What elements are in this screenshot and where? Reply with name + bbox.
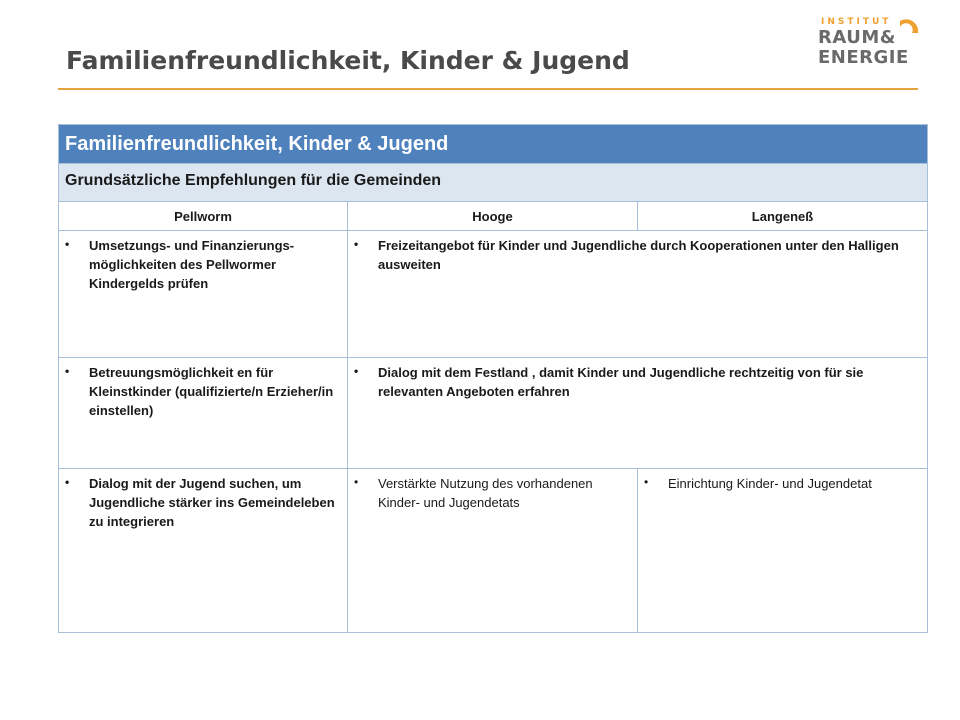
column-header-langeness: Langeneß [638,202,928,231]
item-text: Umsetzungs- und Finanzierungs- möglichkeiten des Pellwormer Kindergelds prüfen [89,238,295,292]
item-text: Dialog mit dem Festland , damit Kinder und Jugendliche rechtzeitig von für sie relevanten Angeboten erfahren [378,365,864,400]
recommendations-table [58,124,928,633]
table-row [59,231,928,358]
list-item [353,236,919,274]
list-item [64,236,339,294]
logo-line-2: ENERGIE [818,47,909,68]
institut-raum-energie-logo [818,15,928,71]
bullet-icon: • [354,237,359,251]
cell-pellworm [59,358,348,469]
item-text: Verstärkte Nutzung des vorhandenen Kinder- und Jugendetats [378,476,593,511]
table-row [59,358,928,469]
table-row [59,469,928,633]
column-header-hooge: Hooge [348,202,638,231]
list-item [64,363,339,421]
bullet-icon: • [354,475,359,489]
column-header-row [59,202,928,231]
cell-hooge-langeness [348,358,928,469]
title-divider [58,88,918,90]
table-subtitle-row [59,164,928,202]
column-header-pellworm: Pellworm [59,202,348,231]
table-title: Familienfreundlichkeit, Kinder & Jugend [59,125,928,164]
bullet-icon: • [65,475,70,489]
cell-hooge-langeness [348,231,928,358]
cell-pellworm [59,231,348,358]
cell-hooge [348,469,638,633]
cell-langeness [638,469,928,633]
cell-pellworm [59,469,348,633]
bullet-icon: • [65,237,70,251]
item-text: Einrichtung Kinder- und Jugendetat [668,476,872,491]
table-subtitle: Grundsätzliche Empfehlungen für die Gemeinden [59,164,928,202]
item-text: Betreuungsmöglichkeit en für Kleinstkinder (qualifizierte/n Erzieher/in einstellen) [89,365,334,419]
list-item [643,474,919,493]
list-item [353,474,629,512]
logo-arc-icon [896,17,922,47]
table-title-row [59,125,928,164]
slide-title: Familienfreundlichkeit, Kinder & Jugend [66,46,630,75]
item-text: Freizeitangebot für Kinder und Jugendliche durch Kooperationen unter den Halligen ausweiten [378,238,899,273]
list-item [64,474,339,532]
bullet-icon: • [354,364,359,378]
bullet-icon: • [644,475,649,489]
list-item [353,363,919,401]
logo-line-1: RAUM& [818,27,896,48]
bullet-icon: • [65,364,70,378]
item-text: Dialog mit der Jugend suchen, um Jugendliche stärker ins Gemeindeleben zu integrieren [89,476,335,530]
logo-institut-text: INSTITUT [821,17,892,27]
